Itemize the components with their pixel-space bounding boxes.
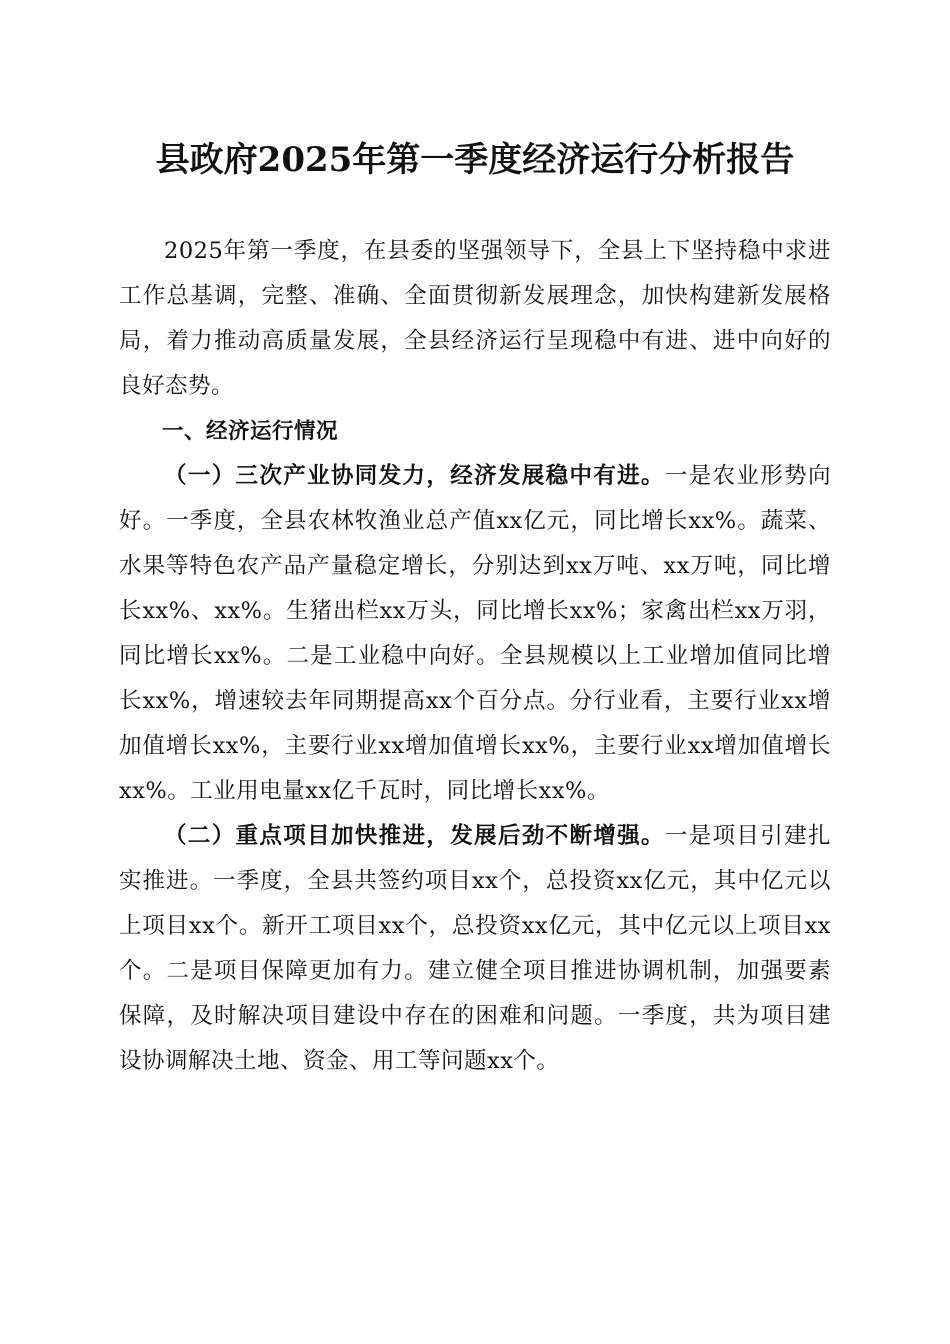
subsection-1-paragraph <box>119 454 831 814</box>
document-body <box>119 229 831 1084</box>
subsection-1-lead: （一）三次产业协同发力，经济发展稳中有进。 <box>164 463 665 489</box>
subsection-1-body: 一是农业形势向好。一季度，全县农林牧渔业总产值xx亿元，同比增长xx%。蔬菜、水果等特色农产品产量稳定增长，分别达到xx万吨、xx万吨，同比增长xx%、xx%。生猪出栏xx万头，同比增长xx%；家禽出栏xx万羽，同比增长xx%。二是工业稳中向好。全县规模以上工业增加值同比增长xx%，增速较去年同期提高xx个百分点。分行业看，主要行业xx增加值增长xx%，主要行业xx增加值增长xx%，主要行业xx增加值增长xx%。工业用电量xx亿千瓦时，同比增长xx%。 <box>119 463 831 804</box>
subsection-2-paragraph <box>119 814 831 1084</box>
intro-paragraph: 2025年第一季度，在县委的坚强领导下，全县上下坚持稳中求进工作总基调，完整、准确、全面贯彻新发展理念，加快构建新发展格局，着力推动高质量发展，全县经济运行呈现稳中有进、进中向好的良好态势。 <box>119 238 831 399</box>
document-title: 县政府2025年第一季度经济运行分析报告 <box>155 140 795 180</box>
section-heading-economic-operation: 一、经济运行情况 <box>162 419 339 444</box>
subsection-2-body: 一是项目引建扎实推进。一季度，全县共签约项目xx个，总投资xx亿元，其中亿元以上项目xx个。新开工项目xx个，总投资xx亿元，其中亿元以上项目xx个。二是项目保障更加有力。建立健全项目推进协调机制，加强要素保障，及时解决项目建设中存在的困难和问题。一季度，共为项目建设协调解决土地、资金、用工等问题xx个。 <box>119 823 831 1074</box>
subsection-2-lead: （二）重点项目加快推进，发展后劲不断增强。 <box>164 823 665 849</box>
